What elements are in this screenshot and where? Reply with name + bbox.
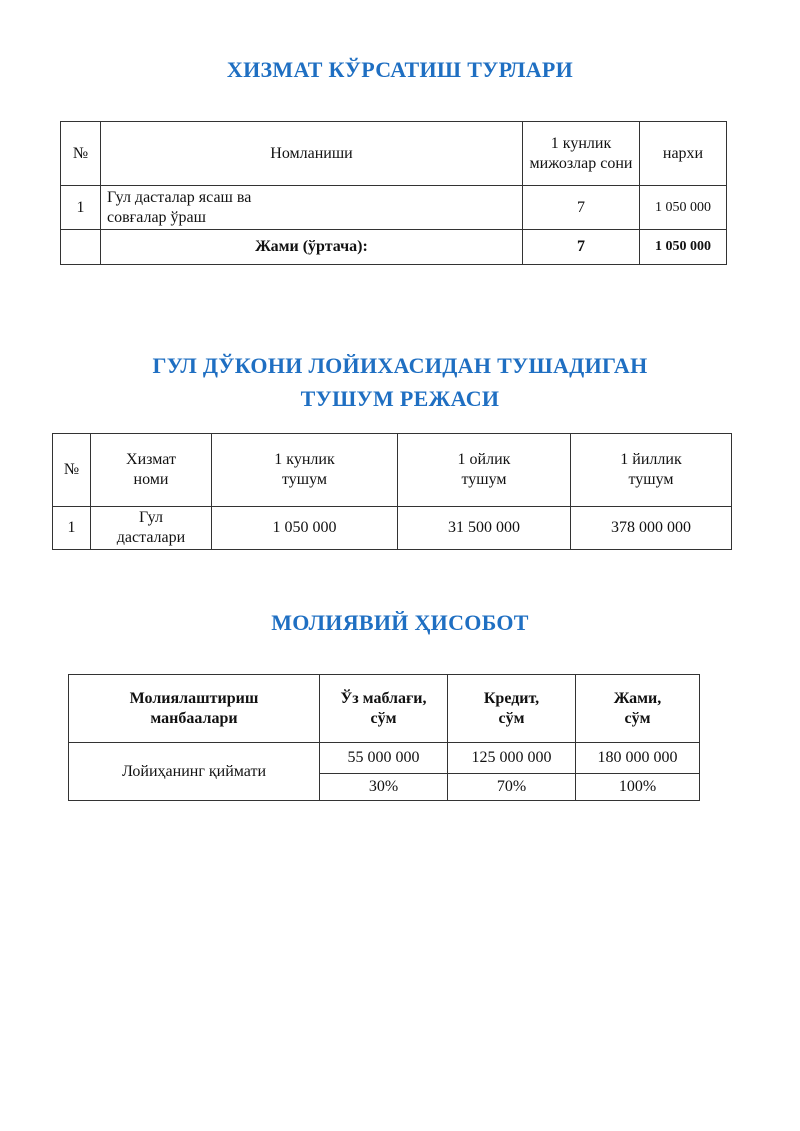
total-empty-cell bbox=[61, 230, 101, 265]
header-service bbox=[91, 434, 212, 507]
cell-own-amount: 55 000 000 bbox=[320, 743, 448, 774]
header-service-text: Хизмат номи bbox=[126, 451, 176, 488]
revenue-title-line2: ТУШУМ РЕЖАСИ bbox=[300, 386, 500, 411]
header-yearly-text: 1 йиллик тушум bbox=[620, 451, 682, 488]
header-total-text: Жами, сўм bbox=[613, 689, 662, 727]
header-total bbox=[576, 675, 700, 743]
services-table bbox=[60, 121, 727, 265]
cell-service bbox=[91, 507, 212, 550]
header-own-text: Ўз маблағи, сўм bbox=[340, 689, 427, 727]
header-no: № bbox=[61, 122, 101, 186]
revenue-table bbox=[52, 433, 732, 550]
cell-daily: 1 050 000 bbox=[212, 507, 398, 550]
header-own bbox=[320, 675, 448, 743]
cell-own-percent: 30% bbox=[320, 774, 448, 801]
cell-clients: 7 bbox=[523, 186, 640, 230]
services-title: ХИЗМАТ КЎРСАТИШ ТУРЛАРИ bbox=[226, 57, 574, 82]
header-daily-clients: 1 кунлик мижозлар сони bbox=[523, 122, 640, 186]
total-clients: 7 bbox=[523, 230, 640, 265]
total-label: Жами (ўртача): bbox=[101, 230, 523, 265]
cell-no: 1 bbox=[53, 507, 91, 550]
header-source bbox=[69, 675, 320, 743]
header-source-text: Молиялаштириш манбаалари bbox=[129, 689, 259, 727]
financial-title: МОЛИЯВИЙ ҲИСОБОТ bbox=[271, 610, 529, 635]
header-daily-text: 1 кунлик тушум bbox=[274, 451, 335, 488]
header-credit-text: Кредит, сўм bbox=[483, 689, 540, 727]
revenue-title-line1: ГУЛ ДЎКОНИ ЛОЙИХАСИДАН ТУШАДИГАН bbox=[152, 353, 648, 378]
cell-service-text: Гул дасталари bbox=[116, 509, 186, 546]
header-name: Номланиши bbox=[101, 122, 523, 186]
header-credit bbox=[448, 675, 576, 743]
header-yearly bbox=[571, 434, 732, 507]
cell-monthly: 31 500 000 bbox=[398, 507, 571, 550]
cell-name-text: Гул дасталар ясаш ва совғалар ўраш bbox=[107, 188, 252, 226]
table-row bbox=[61, 186, 727, 230]
header-no: № bbox=[53, 434, 91, 507]
total-price: 1 050 000 bbox=[640, 230, 727, 265]
cell-total-percent: 100% bbox=[576, 774, 700, 801]
cell-no: 1 bbox=[61, 186, 101, 230]
header-price: нархи bbox=[640, 122, 727, 186]
cell-row-label: Лойиҳанинг қиймати bbox=[69, 743, 320, 801]
table-row bbox=[53, 507, 732, 550]
cell-credit-amount: 125 000 000 bbox=[448, 743, 576, 774]
cell-price: 1 050 000 bbox=[640, 186, 727, 230]
table-row bbox=[69, 743, 700, 774]
cell-total-amount: 180 000 000 bbox=[576, 743, 700, 774]
cell-yearly: 378 000 000 bbox=[571, 507, 732, 550]
header-monthly-text: 1 ойлик тушум bbox=[457, 451, 511, 488]
header-monthly bbox=[398, 434, 571, 507]
cell-name bbox=[101, 186, 523, 230]
total-row bbox=[61, 230, 727, 265]
financial-table bbox=[68, 674, 700, 801]
header-daily bbox=[212, 434, 398, 507]
cell-credit-percent: 70% bbox=[448, 774, 576, 801]
